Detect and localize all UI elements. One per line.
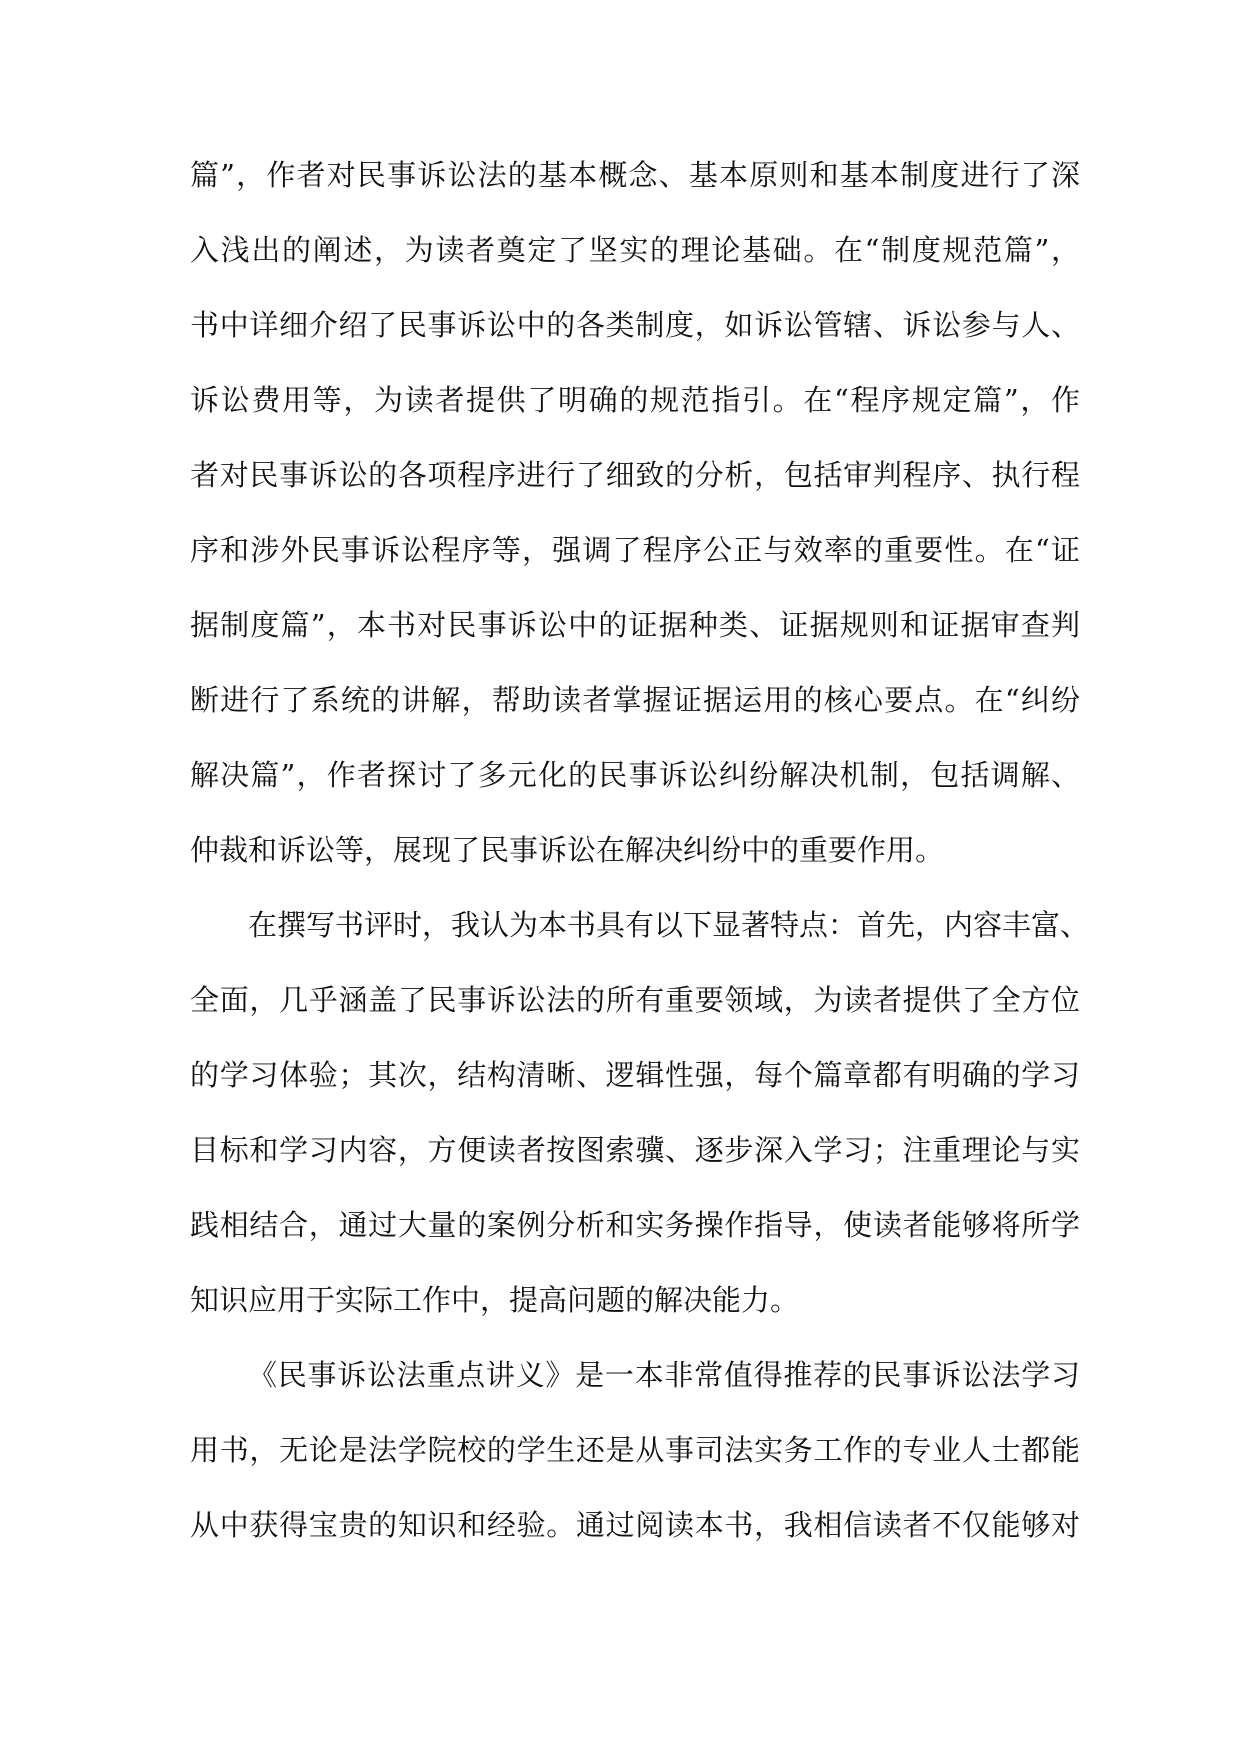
- text-line: 目标和学习内容，方便读者按图索骥、逐步深入学习；注重理论与实: [190, 1133, 1080, 1167]
- text-line: 入浅出的阐述，为读者奠定了坚实的理论基础。在“制度规范篇”，: [190, 233, 1080, 267]
- text-line: 序和涉外民事诉讼程序等，强调了程序公正与效率的重要性。在“证: [190, 533, 1080, 567]
- text-line: 仲裁和诉讼等，展现了民事诉讼在解决纠纷中的重要作用。: [190, 833, 945, 867]
- text-line: 诉讼费用等，为读者提供了明确的规范指引。在“程序规定篇”，作: [190, 383, 1080, 417]
- text-line: 用书，无论是法学院校的学生还是从事司法实务工作的专业人士都能: [190, 1433, 1080, 1467]
- text-line: 践相结合，通过大量的案例分析和实务操作指导，使读者能够将所学: [190, 1208, 1080, 1242]
- text-line: 全面，几乎涵盖了民事诉讼法的所有重要领域，为读者提供了全方位: [190, 983, 1080, 1017]
- text-line: 知识应用于实际工作中，提高问题的解决能力。: [190, 1283, 800, 1317]
- text-line: 篇”，作者对民事诉讼法的基本概念、基本原则和基本制度进行了深: [190, 158, 1080, 192]
- text-line: 从中获得宝贵的知识和经验。通过阅读本书，我相信读者不仅能够对: [190, 1508, 1080, 1542]
- text-line: 者对民事诉讼的各项程序进行了细致的分析，包括审判程序、执行程: [190, 458, 1080, 492]
- text-line: 据制度篇”，本书对民事诉讼中的证据种类、证据规则和证据审查判: [190, 608, 1080, 642]
- paragraph-first-line: 《民事诉讼法重点讲义》是一本非常值得推荐的民事诉讼法学习: [248, 1358, 1080, 1392]
- text-line: 的学习体验；其次，结构清晰、逻辑性强，每个篇章都有明确的学习: [190, 1058, 1080, 1092]
- text-line: 断进行了系统的讲解，帮助读者掌握证据运用的核心要点。在“纠纷: [190, 683, 1080, 717]
- text-line: 解决篇”，作者探讨了多元化的民事诉讼纠纷解决机制，包括调解、: [190, 758, 1080, 792]
- text-line: 书中详细介绍了民事诉讼中的各类制度，如诉讼管辖、诉讼参与人、: [190, 308, 1080, 342]
- paragraph-first-line: 在撰写书评时，我认为本书具有以下显著特点：首先，内容丰富、: [248, 908, 1090, 942]
